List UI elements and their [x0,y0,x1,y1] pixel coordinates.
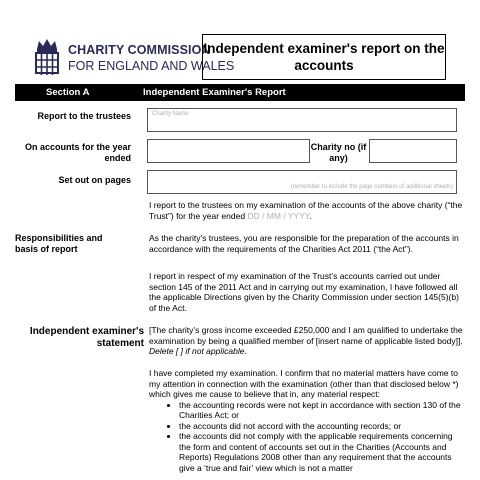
logo-line-2: FOR ENGLAND AND WALES [68,59,235,73]
conditions-list [149,400,465,474]
charity-name-field[interactable] [147,108,457,132]
statement-para-1 [149,325,465,357]
responsibilities-para-2: I report in respect of my examination of the Trust’s accounts carried out under section 145 of the 2011 Act and in carrying out my examination, I have followed all the applicable Directions given by the Charity Commission under section 145(5)(b) of the Act. [149,271,459,313]
year-ended-field[interactable] [147,139,310,163]
statement-para-1-text: [The charity’s gross income exceeded £250,000 and I am qualified to undertake the examination by being a qualified member of [insert name of applicable listed body]]. [149,325,463,346]
intro-paragraph [149,200,465,221]
accounts-year-label: On accounts for the year ended [24,142,131,163]
list-item: • the accounts did not accord with the accounting records; or [179,421,465,432]
date-placeholder: DD / MM / YYYY [247,210,310,221]
intro-text: I report to the trustees on my examination of the accounts of the above charity (“the Trust”) for the year ended [149,200,463,221]
delete-note: Delete [ ] if not applicable. [149,346,247,356]
responsibilities-para-1: As the charity's trustees, you are responsible for the preparation of the accounts in accordance with the requirements of the Charities Act 2011 (“the Act”). [149,233,459,254]
logo-line-1: CHARITY COMMISSION [68,43,211,57]
list-item: • the accounting records were not kept in accordance with section 130 of the Charities Act; or [179,400,465,421]
section-title: Independent Examiner's Report [143,87,286,98]
crown-portcullis-crest-icon [29,37,65,77]
page-title: Independent examiner's report on the accounts [202,34,446,80]
statement-para-2-text: I have completed my examination. I confirm that no material matters have come to my attention in connection with the examination (other than that disclosed below *) which gives me cause to believe that in, any material respect: [149,368,459,399]
charity-name-placeholder: Charity Name [152,111,189,117]
set-out-placeholder: (remember to include the page numbers of additional sheets) [290,184,453,190]
intro-end: . [309,210,312,221]
section-id: Section A [46,87,90,98]
statement-label: Independent examiner's statement [29,326,144,349]
section-bar [15,84,465,101]
charity-no-field[interactable] [369,139,457,163]
charity-no-label: Charity no (if any) [310,142,367,163]
set-out-pages-field[interactable] [147,170,457,194]
responsibilities-label: Responsibilities and basis of report [15,233,103,254]
statement-para-2 [149,368,465,473]
list-item: • the accounts did not comply with the applicable requirements concerning the form and content of accounts set out in the Charities (Accounts and Reports) Regulations 2008 other than any requirement that the accounts give a ‘true and fair’ view which is not a matter [179,431,465,473]
report-to-label: Report to the trustees [37,111,131,121]
set-out-label: Set out on pages [58,175,131,185]
